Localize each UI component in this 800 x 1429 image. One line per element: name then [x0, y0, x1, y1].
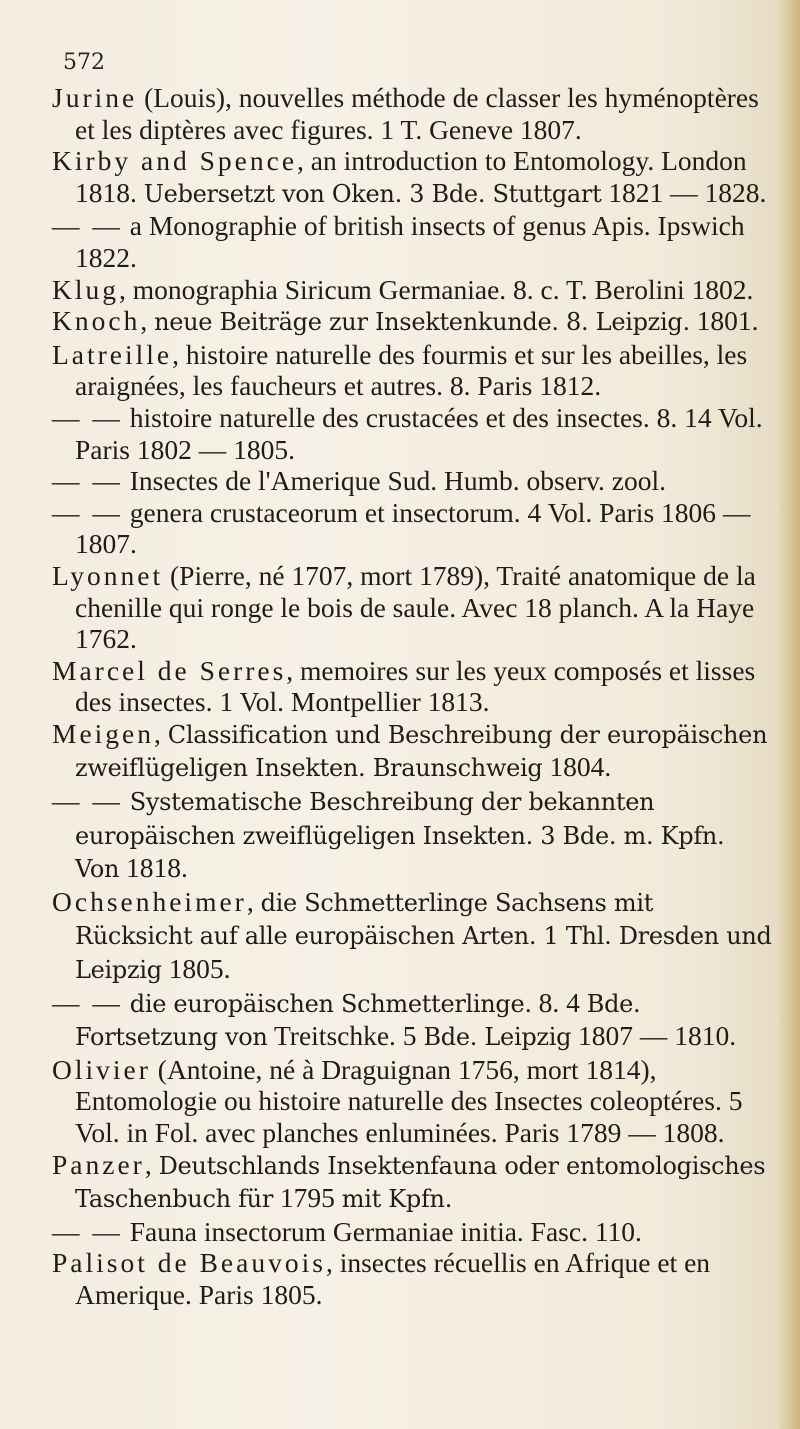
entry-text: 8. 4 [531, 986, 587, 1018]
bibliography-entry [52, 82, 772, 145]
bibliography-entry [52, 339, 772, 402]
entry-text: histoire naturelle des crustacées et des insectes. 8. 14 Vol. Paris 1802 — 1805. [75, 401, 763, 465]
bibliography-entry [52, 987, 772, 1054]
entry-text: Insectes de l'Amerique Sud. Humb. observ. zool. [122, 465, 666, 497]
entry-text: 1805. [161, 953, 231, 985]
entry-author: Jurine [52, 82, 138, 113]
entry-text [123, 785, 130, 816]
page-number: 572 [63, 50, 105, 75]
bibliography-entry [52, 305, 772, 339]
entry-text: , [144, 1148, 159, 1180]
entry-author: Ochsenheimer [52, 885, 247, 917]
entry-text: , histoire naturelle des fourmis et sur les abeilles, les araignées, les faucheurs et autres. 8. Paris 1812. [75, 338, 748, 402]
entry-text: 1821 — 1828. [601, 176, 767, 208]
bibliography-entry [52, 497, 772, 560]
entry-text: , monographia Siricum Germaniae. 8. c. T. Berolini 1802. [119, 273, 754, 305]
entry-text: 1804. [542, 751, 612, 783]
entry-author: Lyonnet [52, 559, 164, 591]
bibliography-entry [52, 465, 772, 497]
entry-german-text: mit Kpfn. [341, 1185, 453, 1214]
entry-german-text: Uebersetzt von Oken. 3 Bde. Stuttgart [143, 179, 602, 208]
entry-german-text: Bde. Leipzig [423, 1023, 572, 1052]
entry-text: , [246, 885, 261, 917]
entry-author: — — [52, 401, 123, 433]
bibliography-entry [52, 886, 772, 987]
entry-text: 1818. [119, 852, 188, 884]
bibliography-list [52, 82, 772, 1311]
entry-author: Klug [52, 273, 119, 305]
entry-text: , insectes récuellis en Afrique et en Amerique. Paris 1805. [75, 1247, 711, 1310]
entry-german-text: die europäischen Schmetterlinge. [129, 989, 532, 1018]
entry-german-text: Deutschlands Insektenfauna oder entomologisches Taschenbuch für [75, 1151, 766, 1214]
bibliography-entry [52, 785, 772, 886]
bibliography-entry [52, 402, 772, 465]
entry-author: Kirby and Spence [52, 145, 298, 177]
entry-author: — — [52, 785, 123, 817]
entry-author: — — [52, 1215, 123, 1247]
bibliography-entry [52, 1054, 772, 1149]
entry-author: Latreille [52, 338, 173, 370]
page-edge-shadow [778, 0, 800, 1429]
entry-text: a Monographie of british insects of genus Apis. Ipswich 1822. [75, 210, 745, 273]
entry-text: 1795 [273, 1182, 342, 1214]
entry-text: Treitschke. 5 [267, 1020, 424, 1052]
entry-text: (Antoine, né à Draguignan 1756, mort 1814), Entomologie ou histoire naturelle des Insectes coleoptéres. 5 Vol. in Fol. avec planches enluminées. Paris 1789 — 1808. [75, 1053, 743, 1148]
bibliography-entry [52, 274, 772, 306]
entry-text: 1801. [689, 305, 759, 337]
bibliography-entry [52, 560, 772, 655]
entry-author: Panzer [52, 1148, 145, 1180]
entry-text: , an introduction to Entomology. London 1818. [75, 145, 747, 208]
entry-german-text: Classification und Beschreibung der europäischen zweiflügeligen Insekten. Braunschweig [75, 720, 768, 783]
entry-text: , memoires sur les yeux composés et lisses des insectes. 1 Vol. Montpellier 1813. [75, 654, 756, 718]
entry-author: Olivier [52, 1053, 151, 1085]
entry-german-text: neue Beiträge zur Insektenkunde. 8. Leipzig. [154, 308, 690, 337]
bibliography-entry [52, 210, 772, 273]
entry-author: Knoch [52, 305, 141, 337]
entry-text: , [154, 717, 168, 749]
entry-text [123, 987, 130, 1018]
entry-text: genera crustaceorum et insectorum. 4 Vol. Paris 1806 — 1807. [75, 496, 751, 560]
bibliography-entry [52, 655, 772, 718]
entry-author: Marcel de Serres [52, 654, 287, 686]
entry-german-text: Systematische Beschreibung der bekannten europäischen zweiflügeligen Insekten. 3 Bde. m. Kpfn. Von [75, 788, 725, 884]
bibliography-entry [52, 1149, 772, 1216]
entry-text: (Pierre, né 1707, mort 1789), Traité anatomique de la chenille qui ronge le bois de saule. Avec 18 planch. A la Haye 1762. [75, 559, 756, 655]
bibliography-entry [52, 145, 772, 210]
entry-text: , [140, 305, 155, 337]
entry-german-text: die Schmetterlinge Sachsens mit Rücksicht auf alle europäischen Arten. 1 Thl. Dresden und Leipzig [75, 888, 772, 985]
entry-author: — — [52, 210, 123, 242]
entry-author: — — [52, 986, 123, 1018]
bibliography-entry [52, 1247, 772, 1310]
entry-german-text: Bde. Fortsetzung von [75, 989, 641, 1052]
bibliography-entry [52, 718, 772, 785]
entry-author: — — [52, 465, 123, 497]
bibliography-entry [52, 1216, 772, 1248]
entry-text: Fauna insectorum Germaniae initia. Fasc. 110. [122, 1215, 642, 1247]
entry-text: (Louis), nouvelles méthode de classer les hyménoptères et les diptères avec figures. 1 T. Geneve 1807. [75, 82, 759, 145]
entry-text: 1807 — 1810. [571, 1020, 737, 1052]
entry-author: Palisot de Beauvois [52, 1247, 326, 1279]
entry-author: — — [52, 496, 123, 528]
entry-author: Meigen [52, 717, 155, 749]
